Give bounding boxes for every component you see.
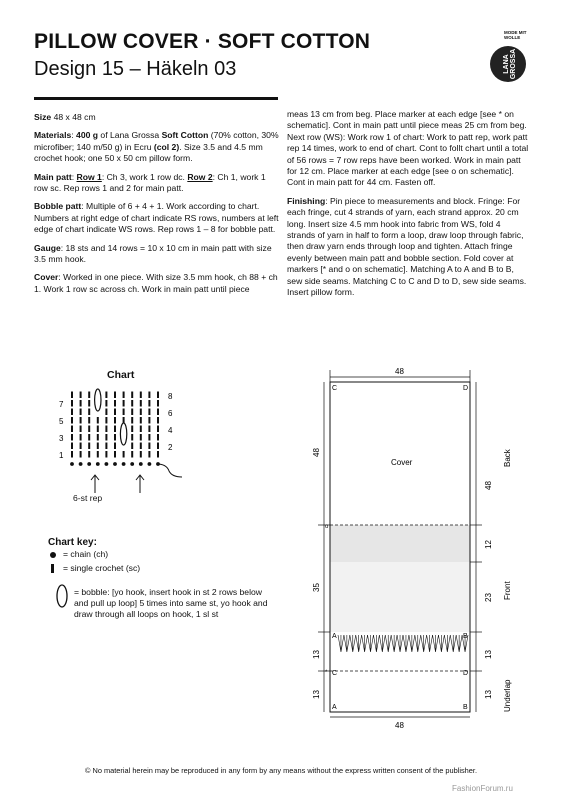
marker-star-left: * [325,670,328,676]
fringe-tassel [373,635,379,652]
sc-stitch [131,417,133,424]
size-label: Size [34,112,52,122]
sc-stitch [114,434,116,441]
page-subtitle: Design 15 – Häkeln 03 [34,58,237,80]
sc-stitch [88,434,90,441]
fringe-tassel [438,635,444,652]
fringe-tassel [391,635,397,652]
sc-stitch [80,392,82,399]
cover-schematic [300,362,530,732]
row-number-1: 1 [59,451,64,460]
key-sc-row [48,563,140,574]
sc-stitch [97,426,99,433]
fringe-tassel [397,635,403,652]
sc-stitch [140,451,142,458]
rep-arrow-left [91,475,99,493]
sc-stitch [157,409,159,416]
chain-stitch [79,462,83,466]
fringe-tassel [444,635,450,652]
sc-stitch [114,392,116,399]
brand-logo [468,30,548,88]
sc-bar-icon [51,564,54,573]
instructions-left-column [34,112,280,302]
sc-stitch [114,409,116,416]
sc-stitch [157,400,159,407]
key-bobble-text: = bobble: [yo hook, insert hook in st 2 rows below and pull up loop] 5 times into same st, yo hook and draw through all loops on hook, 1 sl st [74,587,268,619]
logo-tagline: MODE MIT WOLLE [504,30,527,40]
sc-stitch [71,400,73,407]
sc-stitch [97,443,99,450]
main-patt-text-2: : Ch 1, work 1 row sc. Rep rows 1 and 2 for main patt. [34,171,266,194]
rep-label: 6-st rep [73,493,103,503]
main-patt-text-1: : Ch 3, work 1 row dc. [101,171,188,182]
sc-stitch [97,451,99,458]
materials-paragraph: Materials: 400 g of Lana Grossa Soft Cotton (70% cotton, 30% microfiber; 140 m/50 g) in Ecru (col 2). Size 3.5 and 4.5 mm crochet hook; one 50 x 50 cm pillow form. [34,130,279,164]
materials-yarn: Soft Cotton [161,130,209,141]
main-patt-row1: Row 1 [76,171,102,182]
chart-title: Chart [107,369,135,381]
fringe-tassel [385,635,391,652]
sc-stitch [140,409,142,416]
fringe-tassel [427,635,433,652]
chain-stitch [105,462,109,466]
sc-stitch [88,400,90,407]
row-number-4: 4 [168,426,173,435]
sc-stitch [131,443,133,450]
sc-stitch [88,392,90,399]
size-paragraph [34,112,280,123]
sc-stitch [97,434,99,441]
sc-stitch [71,443,73,450]
sc-stitch [157,417,159,424]
header-rule [34,97,278,100]
sc-stitch [148,417,150,424]
sc-stitch [88,443,90,450]
sc-stitch [157,392,159,399]
sc-stitch [80,400,82,407]
finishing-text: : Pin piece to measurements and block. Fringe: For each fringe, cut 4 strands of yarn, each strand approx. 20 cm long. Insert size 4.5 mm hook into fabric from WS, fold 4 strands of yarn in half to form a loop, draw loop through fabric, then draw yarn ends through loop and tighten. Attach fringe evenly between main patt and bobble section. Fold cover at markers [* and o on schematic]. Matching A to A and B to B, sew side seams. Matching C to C and D to D, sew side seams. Insert pillow form. [287,195,527,298]
sc-stitch [131,434,133,441]
sc-stitch [114,417,116,424]
row-number-7: 7 [59,400,64,409]
row-number-3: 3 [59,434,64,443]
corner-d-low: D [463,670,469,677]
row-number-5: 5 [59,417,64,426]
sc-stitch [140,400,142,407]
sc-stitch [71,434,73,441]
fringe [338,635,468,652]
finishing-label: Finishing [287,195,326,206]
sc-stitch [123,451,125,458]
rep-arrow-right [136,475,144,493]
materials-amount: 400 g [76,130,99,141]
copyright-notice: © No material herein may be reproduced in any form by any means without the express written consent of the publisher. [84,766,477,775]
sc-stitch [148,400,150,407]
finishing-paragraph [287,196,531,299]
corner-d-top: D [463,385,469,392]
corner-c-top: C [332,385,338,392]
sc-stitch [140,443,142,450]
bobble-text: : Multiple of 6 + 4 + 1. Work according to chart. Numbers at right edge of chart indicate RS rows, numbers at left edge of chart indicate WS rows. Rep rows 1 – 8 for bobble patt. [34,201,279,235]
back-label: Back [503,449,512,467]
logo-brand-text: LANA GROSSA [503,48,517,80]
crochet-chart [55,385,195,505]
sc-stitch [148,434,150,441]
right-13a-label: 13 [484,650,493,659]
gauge-text: : 18 sts and 14 rows = 10 x 10 cm in main patt with size 3.5 mm hook. [34,242,272,265]
left-13b-label: 13 [312,690,321,699]
chart-stitch-grid [70,389,160,466]
chain-stitch [70,462,74,466]
materials-text-3: . Size 3.5 and 4.5 mm crochet hook; one 50 x 50 cm pillow form. [34,141,263,164]
bobble-stitch [95,389,101,411]
sc-stitch [157,451,159,458]
corner-b-bottom: B [463,704,468,711]
key-sc-text: = single crochet (sc) [63,563,141,573]
corner-c-low: C [332,670,338,677]
size-text: 48 x 48 cm [51,112,96,122]
sc-stitch [80,434,82,441]
sc-stitch [148,426,150,433]
sc-stitch [140,417,142,424]
corner-a-bottom: A [332,704,337,711]
main-patt-label: Main patt [34,171,72,182]
sc-stitch [157,434,159,441]
row-number-6: 6 [168,409,173,418]
chain-dot-icon [50,552,56,558]
chain-stitch [139,462,143,466]
sc-stitch [71,417,73,424]
bottom-width-label: 48 [395,721,404,730]
sc-stitch [157,443,159,450]
sc-stitch [123,392,125,399]
fringe-tassel [362,635,368,652]
fringe-tassel [450,635,456,652]
bobble-stitch [120,423,126,445]
sc-stitch [97,417,99,424]
left-13a-label: 13 [312,650,321,659]
cover-label: Cover [34,272,59,283]
cover-continued: meas 13 cm from beg. Place marker at each edge [see * on schematic]. Cont in main patt until piece meas 25 cm from beg. Next row (WS): Work row 1 of chart: Work to patt rep, work patt rep 14 times, work to end of chart. Cont to follt chart until a total of 56 rows = 7 row reps have been worked. Work in main patt for 12 cm. Place marker at each edge [see o on schematic]. Cont in main patt for 44 cm. Fasten off. [287,109,529,188]
sc-stitch [88,426,90,433]
bobble-paragraph [34,201,280,235]
sc-stitch [88,451,90,458]
fringe-tassel [409,635,415,652]
bobble-label: Bobble patt [34,201,82,212]
right-48-label: 48 [484,481,493,490]
sc-stitch [71,426,73,433]
fringe-tassel [415,635,421,652]
right-23-label: 23 [484,593,493,602]
corner-b-mid: B [463,633,468,640]
sc-stitch [105,400,107,407]
row-number-8: 8 [168,392,173,401]
sc-stitch [140,434,142,441]
front-shade [330,562,470,632]
gauge-label: Gauge [34,242,61,253]
sc-stitch [131,400,133,407]
main-patt-row2: Row 2 [187,171,213,182]
sc-stitch [105,434,107,441]
fringe-tassel [368,635,374,652]
chart-key-title: Chart key: [48,537,97,548]
sc-stitch [71,409,73,416]
key-chain-row [48,549,108,560]
right-13b-label: 13 [484,690,493,699]
sc-stitch [80,443,82,450]
instructions-right-column [287,109,531,306]
bobble-oval-icon [55,583,69,609]
cover-paragraph [34,272,280,295]
fringe-tassel [344,635,350,652]
underlap-label: Underlap [503,679,512,712]
chain-stitch [148,462,152,466]
cover-label: Cover [391,458,413,467]
sc-stitch [140,392,142,399]
fringe-tassel [350,635,356,652]
chain-stitch [122,462,126,466]
fringe-tassel [433,635,439,652]
fringe-tassel [379,635,385,652]
sc-stitch [131,392,133,399]
chain-stitch [113,462,117,466]
gauge-paragraph [34,243,280,266]
main-patt-paragraph: Main patt: Row 1: Ch 3, work 1 row dc. Row 2: Ch 1, work 1 row sc. Rep rows 1 and 2 for main patt. [34,171,266,194]
right-12-label: 12 [484,540,493,549]
materials-color: (col 2) [153,141,180,152]
sc-stitch [105,426,107,433]
page-title: PILLOW COVER · SOFT COTTON [34,30,371,53]
top-width-label: 48 [395,367,404,376]
chain-tail [159,464,182,477]
materials-text-1: of Lana Grossa [98,130,162,141]
bobble-band [330,525,470,562]
sc-stitch [148,392,150,399]
sc-stitch [114,451,116,458]
sc-stitch [148,451,150,458]
corner-a-mid: A [332,633,337,640]
fringe-tassel [456,635,462,652]
sc-stitch [105,443,107,450]
sc-stitch [123,409,125,416]
sc-stitch [80,426,82,433]
logo-circle [490,46,526,82]
sc-stitch [114,426,116,433]
watermark: FashionForum.ru [452,784,513,793]
sc-stitch [105,392,107,399]
left-35-label: 35 [312,583,321,592]
materials-label: Materials [34,130,72,141]
sc-stitch [148,443,150,450]
sc-stitch [80,409,82,416]
sc-stitch [105,409,107,416]
sc-stitch [105,417,107,424]
sc-stitch [88,417,90,424]
sc-stitch [123,400,125,407]
fringe-tassel [403,635,409,652]
sc-stitch [148,409,150,416]
cover-text: : Worked in one piece. With size 3.5 mm hook, ch 88 + ch 1. Work 1 row sc across ch. Work in main patt until piece [34,272,278,294]
sc-stitch [88,409,90,416]
sc-stitch [131,409,133,416]
fringe-tassel [356,635,362,652]
fringe-tassel [338,635,344,652]
left-48-label: 48 [312,448,321,457]
sc-stitch [80,417,82,424]
marker-o-left: o [325,524,329,530]
fringe-tassel [421,635,427,652]
sc-stitch [71,392,73,399]
row-number-2: 2 [168,443,173,452]
materials-text-2: (70% cotton, 30% microfiber; 140 m/50 g) in Ecru [34,130,279,152]
chain-stitch [87,462,91,466]
sc-stitch [114,443,116,450]
key-chain-text: = chain (ch) [63,549,109,559]
sc-stitch [131,426,133,433]
sc-stitch [157,426,159,433]
sc-stitch [131,451,133,458]
sc-stitch [105,451,107,458]
chain-stitch [130,462,134,466]
front-label: Front [503,581,512,600]
sc-stitch [80,451,82,458]
sc-stitch [114,400,116,407]
sc-stitch [140,426,142,433]
sc-stitch [71,451,73,458]
chain-stitch [96,462,100,466]
